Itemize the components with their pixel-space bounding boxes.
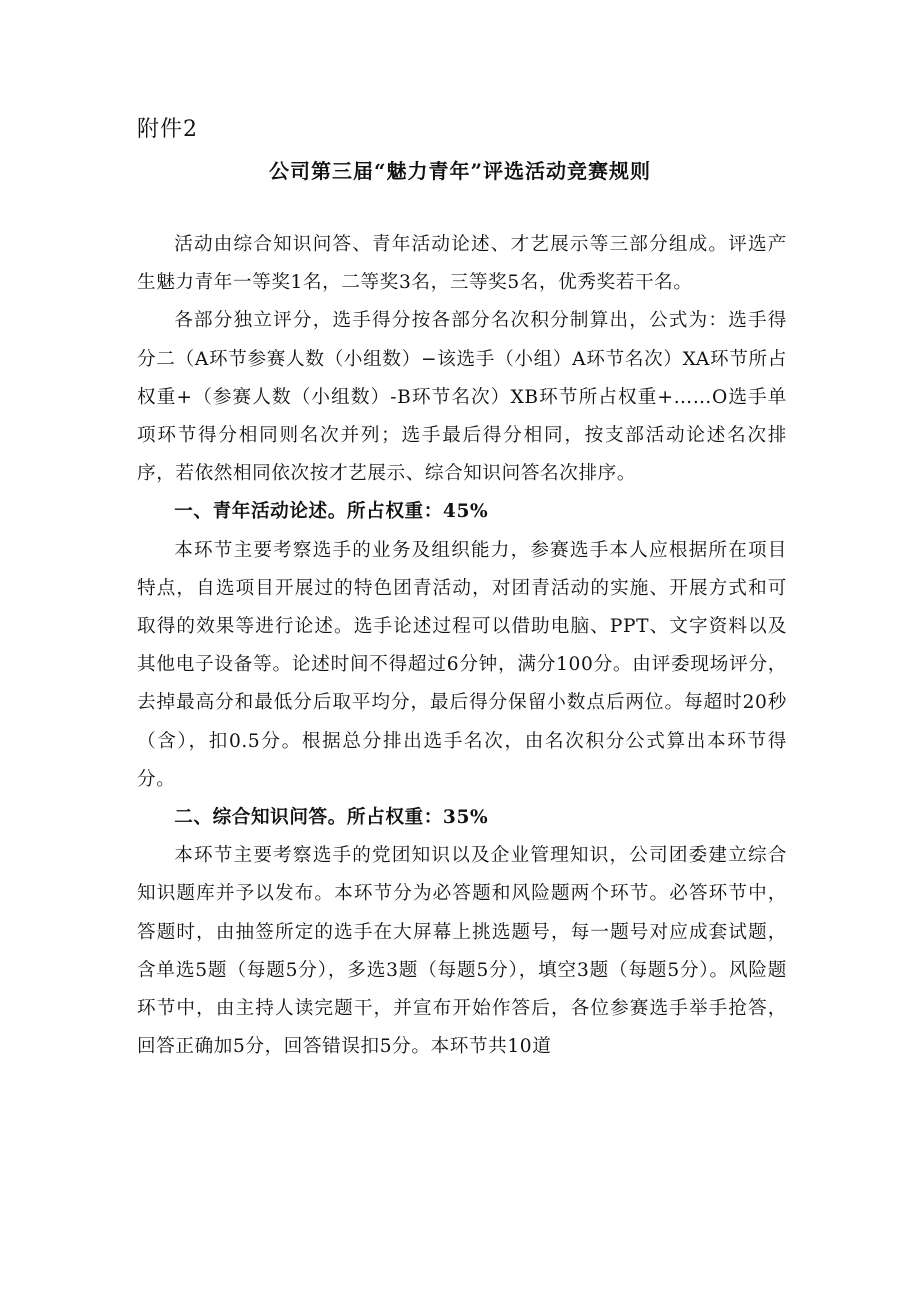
- attachment-label: 附件2: [137, 117, 198, 142]
- intro-paragraph: 活动由综合知识问答、青年活动论述、才艺展示等三部分组成。评选产生魅力青年一等奖1名，二等奖3名，三等奖5名，优秀奖若干名。: [137, 234, 787, 294]
- section1-heading: 一、青年活动论述。所占权重：45%: [174, 501, 489, 523]
- section1-paragraph: 本环节主要考察选手的业务及组织能力，参赛选手本人应根据所在项目特点，自选项目开展过的特色团青活动，对团青活动的实施、开展方式和可取得的效果等进行论述。选手论述过程可以借助电脑、PPT、文字资料以及其他电子设备等。论述时间不得超过6分钟，满分100分。由评委现场评分，去掉最高分和最低分后取平均分，最后得分保留小数点后两位。每超时20秒（含），扣0.5分。根据总分排出选手名次，由名次积分公式算出本环节得分。: [137, 539, 787, 790]
- scoring-paragraph: 各部分独立评分，选手得分按各部分名次积分制算出，公式为：选手得分二（A环节参赛人数（小组数）−该选手（小组）A环节名次）XA环节所占权重+（参赛人数（小组数）-B环节名次）XB环节所占权重+……O选手单项环节得分相同则名次并列；选手最后得分相同，按支部活动论述名次排序，若依然相同依次按才艺展示、综合知识问答名次排序。: [137, 310, 787, 485]
- document-title: 公司第三届“魅力青年”评选活动竞赛规则: [268, 159, 651, 183]
- document-body: [137, 226, 787, 1066]
- section2-heading: 二、综合知识问答。所占权重：35%: [174, 807, 489, 829]
- section2-paragraph: 本环节主要考察选手的党团知识以及企业管理知识，公司团委建立综合知识题库并予以发布。本环节分为必答题和风险题两个环节。必答环节中，答题时，由抽签所定的选手在大屏幕上挑选题号，每一题号对应成套试题，含单选5题（每题5分），多选3题（每题5分），填空3题（每题5分）。风险题环节中，由主持人读完题干，并宣布开始作答后，各位参赛选手举手抢答，回答正确加5分，回答错误扣5分。本环节共10道: [137, 845, 787, 1058]
